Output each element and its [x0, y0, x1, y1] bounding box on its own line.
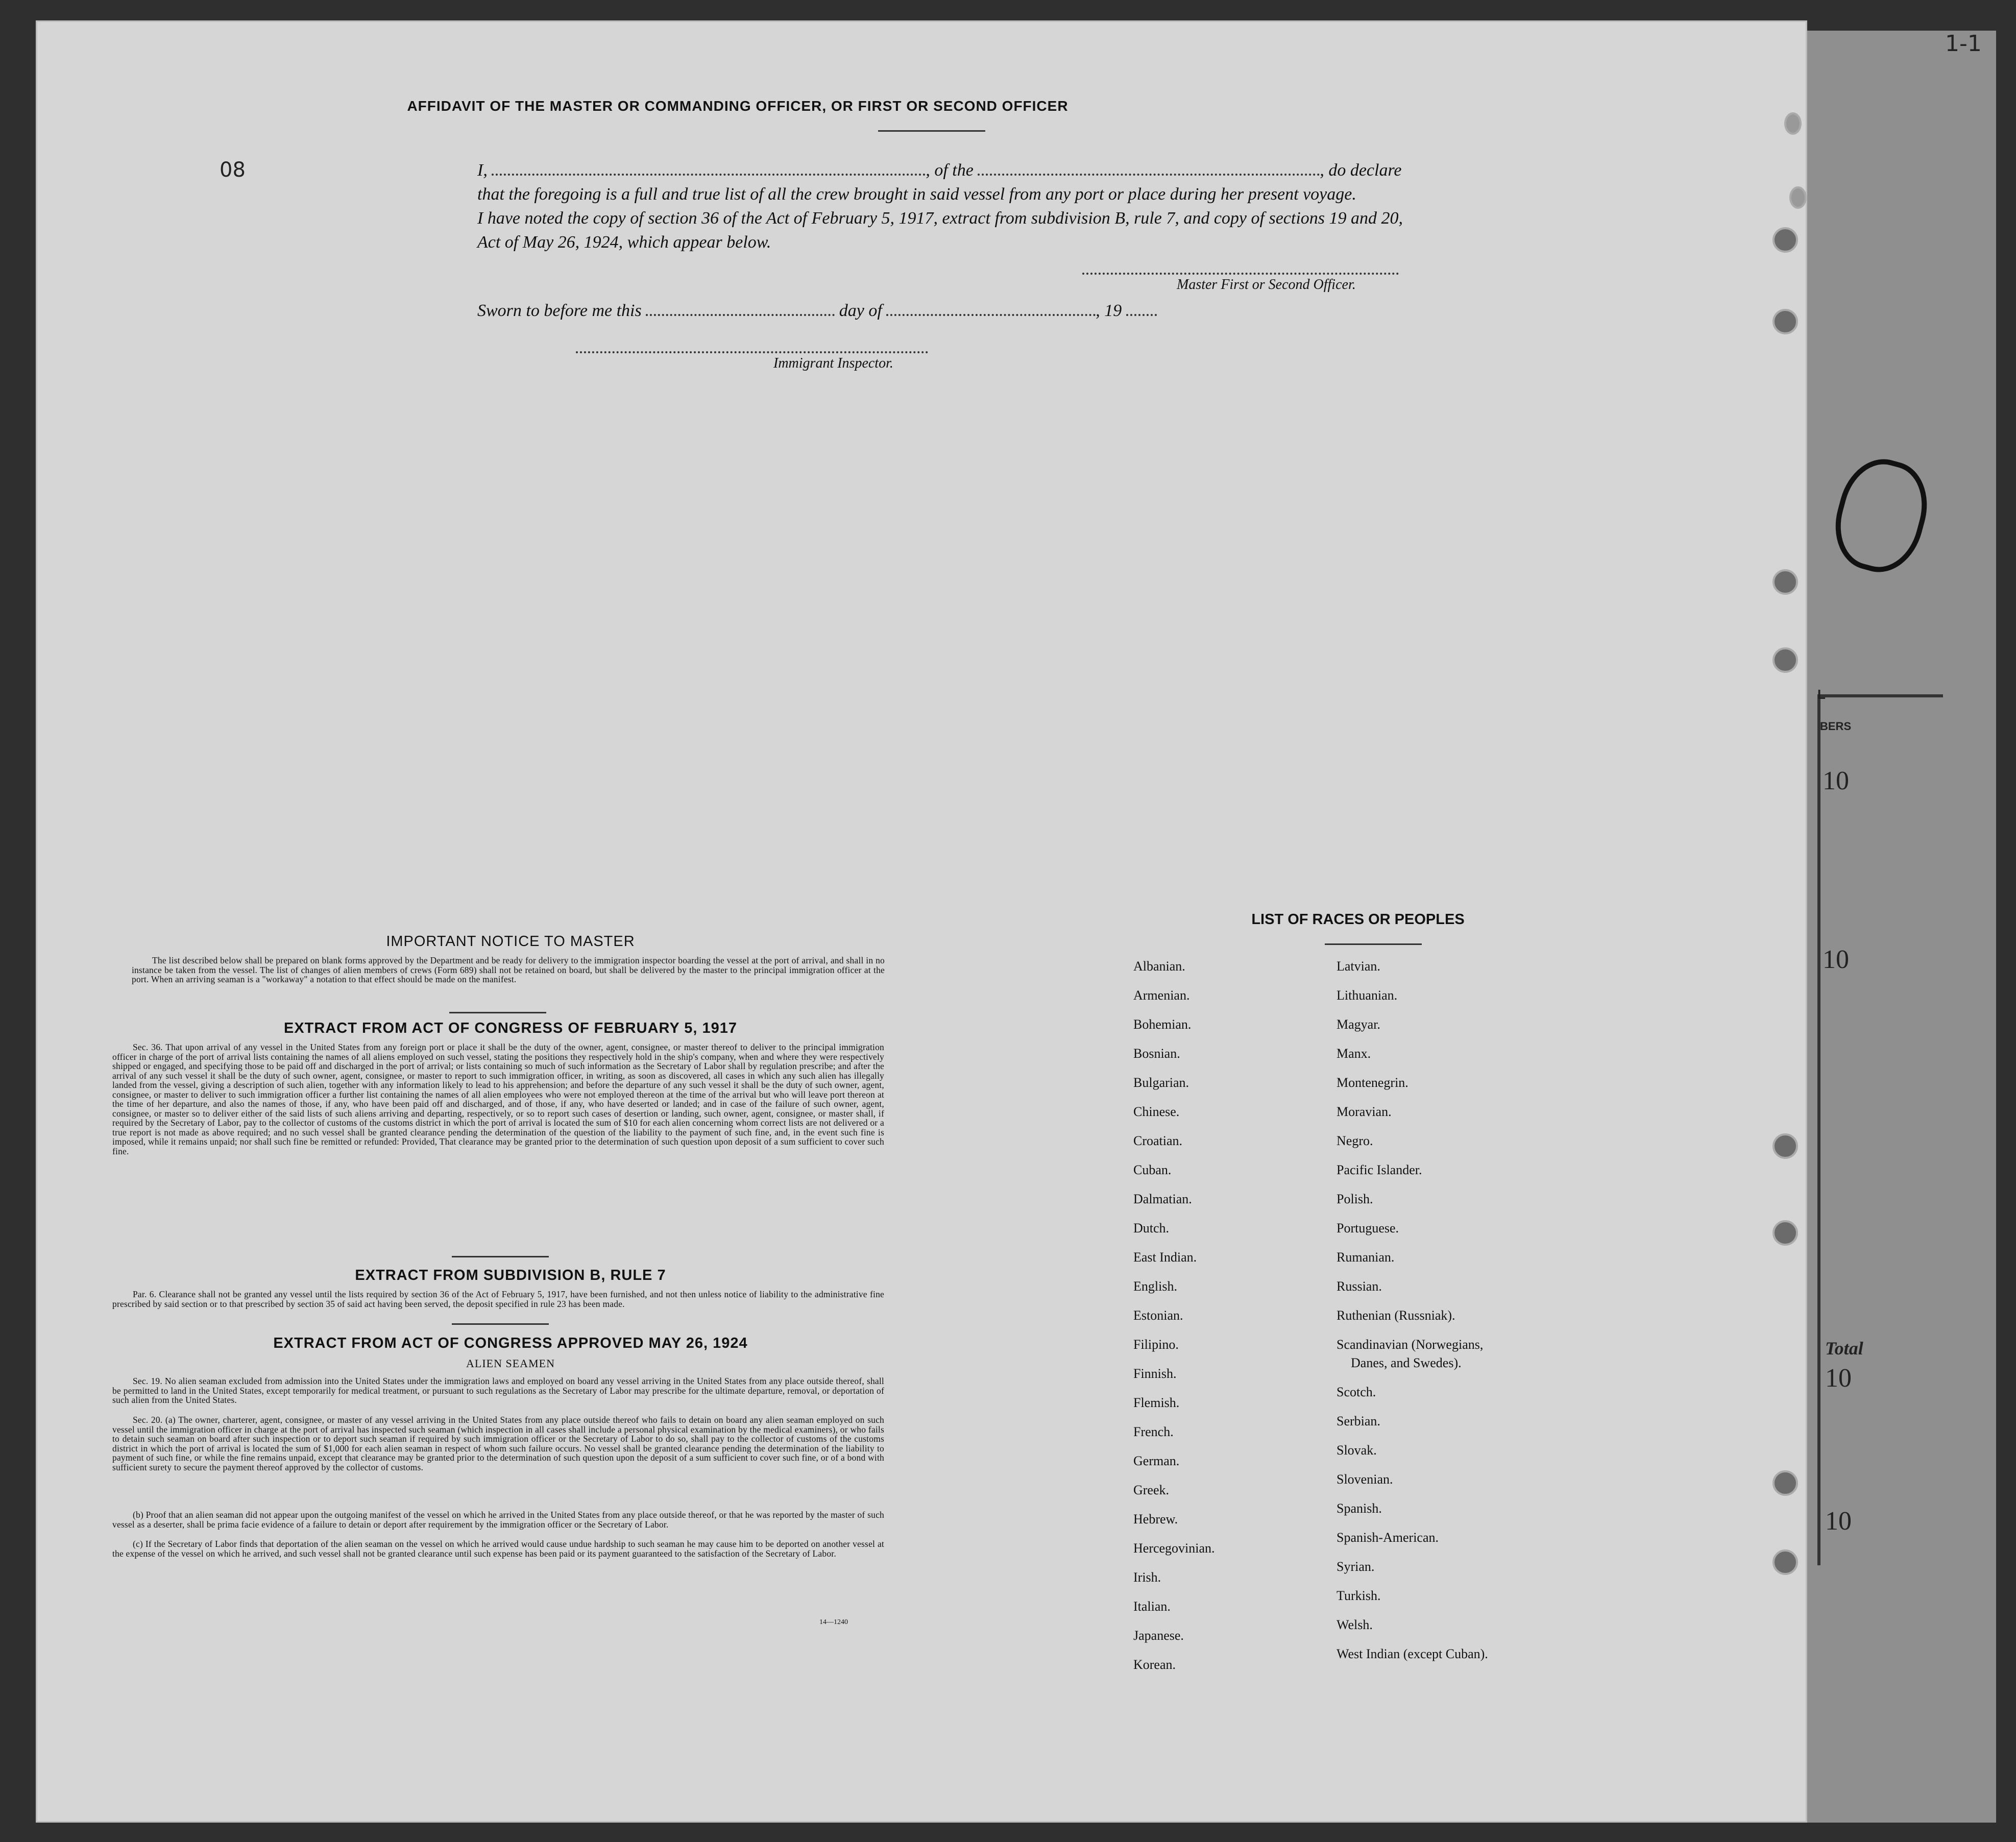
sec-20b-body: (b) Proof that an alien seaman did not appear upon the outgoing manifest of the vessel on which he arrived in the United States from any place outside thereof, or that he was reported by the master of such vessel as a deserter, shall be prima facie evidence of a failure to detain or deport after requirement by the immigration officer or the Secretary of Labor. — [112, 1510, 884, 1530]
affidavit-do-declare: , do declare — [1320, 161, 1402, 180]
inspector-signature-label: Immigrant Inspector. — [773, 355, 893, 371]
extract-1917-title: EXTRACT FROM ACT OF CONGRESS OF FEBRUARY 5, 1917 — [283, 1020, 738, 1036]
race-item: Korean. — [1133, 1657, 1176, 1672]
alien-seamen-subtitle: ALIEN SEAMEN — [466, 1357, 555, 1370]
race-item: Polish. — [1337, 1192, 1373, 1206]
race-item: Chinese. — [1133, 1104, 1180, 1119]
punch-hole — [1789, 186, 1807, 209]
affidavit-of-the: , of the — [926, 161, 974, 180]
race-item: West Indian (except Cuban). — [1337, 1646, 1488, 1661]
race-item: Croatian. — [1133, 1133, 1183, 1148]
race-item: Spanish. — [1337, 1501, 1382, 1516]
master-signature-line — [1082, 273, 1399, 275]
affidavit-line-4: Act of May 26, 1924, which appear below. — [477, 233, 771, 252]
race-item: Syrian. — [1337, 1559, 1375, 1574]
race-item: Bosnian. — [1133, 1046, 1180, 1061]
master-signature-label: Master First or Second Officer. — [1177, 277, 1356, 293]
race-item: Italian. — [1133, 1599, 1171, 1614]
race-item: Pacific Islander. — [1337, 1162, 1422, 1177]
punch-hole — [1772, 1220, 1798, 1246]
title-rule — [878, 130, 985, 132]
extract-rule7-body: Par. 6. Clearance shall not be granted any vessel until the lists required by section 36 of the Act of February 5, 1917, have been furnished, and not then unless notice of liability to the administrative fine prescribed by said section or to that prescribed by section 35 of said act having been served, the deposit specified in rule 23 has been made. — [112, 1289, 884, 1309]
race-item: Slovenian. — [1337, 1472, 1393, 1487]
race-item: Hebrew. — [1133, 1512, 1178, 1526]
extract-1917-body: Sec. 36. That upon arrival of any vessel in the United States from any foreign port or place it shall be the duty of the owner, agent, consignee, or master thereof to deliver to the principal immigration officer in charge of the port of arrival lists containing the names of all aliens employed on such vessel, stating the positions they respectively hold in the ship's company, when and where they were respectively shipped or engaged, and specifying those to be paid off and discharged in the port of arrival; or lists containing so much of such information as the Secretary of Labor shall by regulation prescribe; and after the arrival of any such vessel it shall be the duty of such owner, agent, consignee, or master to report to such immigration officer, in writing, as soon as discovered, all cases in which any such alien has illegally landed from the vessel, giving a description of such alien, together with any information likely to lead to his apprehension; and before the departure of any such vessel it shall be the duty of such owner, agent, consignee, or master to deliver to such immigration officer a further list containing the names of all alien employees who were not employed thereon at the time of the arrival but who will leave port thereon at the time of her departure, and also the names of those, if any, who have been paid off and discharged, and of those, if any, who have deserted or landed; and in case of the failure of such owner, agent, consignee, or master so to deliver either of the said lists of such aliens arriving and departing, respectively, or so to report such cases of desertion or landing, such owner, agent, consignee, or master shall, if required by the Secretary of Labor, pay to the collector of customs of the customs district in which the port of arrival is located the sum of $10 for each alien concerning whom correct lists are not delivered or a true report is not made as above required; and no such vessel shall be granted clearance pending the determination of the question of the liability to the payment of such fine, and, in the event such fine is imposed, while it remains unpaid; nor shall such fine be remitted or refunded: Provided, That clearance may be granted prior to the determination of such question upon deposit of a sum sufficient to cover such fine. — [112, 1042, 884, 1156]
total-label: Total — [1825, 1338, 1863, 1359]
race-item: Japanese. — [1133, 1628, 1184, 1643]
race-item: Serbian. — [1337, 1414, 1380, 1428]
table-frame — [1817, 694, 1943, 1565]
sworn-line — [477, 299, 1243, 323]
race-item: German. — [1133, 1453, 1180, 1468]
sec-19-body: Sec. 19. No alien seaman excluded from admission into the United States under the immigration laws and employed on board any vessel arriving in the United States from any place outside thereof, shall be permitted to land in the United States, except temporarily for medical treatment, or pursuant to such regulations as the Secretary of Labor may prescribe for the ultimate departure, removal, or deportation of such alien from the United States. — [112, 1376, 884, 1405]
race-item: Negro. — [1337, 1133, 1373, 1148]
name-blank — [492, 174, 926, 176]
race-item: Finnish. — [1133, 1366, 1177, 1381]
affidavit-line-2: that the foregoing is a full and true list of all the crew brought in said vessel from any port or place during her present voyage. — [477, 185, 1356, 204]
races-title-rule — [1325, 943, 1422, 945]
race-item: French. — [1133, 1424, 1174, 1439]
race-item: Rumanian. — [1337, 1250, 1395, 1265]
race-item: Montenegrin. — [1337, 1075, 1408, 1090]
race-item: Irish. — [1133, 1570, 1161, 1585]
race-item: Moravian. — [1337, 1104, 1392, 1119]
punch-hole — [1772, 1470, 1798, 1496]
race-item: Estonian. — [1133, 1308, 1183, 1323]
race-item: Armenian. — [1133, 988, 1190, 1003]
race-item: East Indian. — [1133, 1250, 1197, 1265]
race-item: Dutch. — [1133, 1221, 1170, 1235]
section-rule — [449, 1012, 546, 1013]
punch-hole — [1784, 112, 1802, 135]
race-item: Spanish-American. — [1337, 1530, 1439, 1545]
section-rule — [452, 1256, 549, 1257]
race-item: Ruthenian (Russniak). — [1337, 1308, 1455, 1323]
race-item: Portuguese. — [1337, 1221, 1399, 1235]
punch-hole — [1772, 647, 1798, 673]
race-item: Scandinavian (Norwegians, — [1337, 1337, 1484, 1352]
punch-hole — [1772, 569, 1798, 595]
punch-hole — [1772, 309, 1798, 334]
race-item: Bohemian. — [1133, 1017, 1192, 1032]
sworn-year-blank — [1126, 314, 1157, 316]
sworn-year: , 19 — [1096, 301, 1122, 320]
punch-hole — [1772, 227, 1798, 253]
race-item: Albanian. — [1133, 959, 1185, 974]
race-item: Greek. — [1133, 1483, 1170, 1497]
race-item: Manx. — [1337, 1046, 1371, 1061]
vessel-blank — [978, 174, 1320, 176]
race-item: Russian. — [1337, 1279, 1382, 1294]
form-number: 14—1240 — [819, 1618, 848, 1626]
total-value: 10 — [1825, 1364, 1852, 1393]
race-item: Welsh. — [1337, 1617, 1373, 1632]
affidavit-title: AFFIDAVIT OF THE MASTER OR COMMANDING OFFICER, OR FIRST OR SECOND OFFICER — [407, 98, 1068, 114]
punch-hole — [1772, 1549, 1798, 1575]
race-item: Scotch. — [1337, 1385, 1376, 1399]
affidavit-line-1 — [477, 158, 1473, 182]
inspector-signature-line — [576, 351, 928, 353]
sworn-month-blank — [886, 314, 1096, 316]
race-item: Lithuanian. — [1337, 988, 1398, 1003]
sworn-day-of: day of — [839, 301, 882, 320]
race-item: Hercegovinian. — [1133, 1541, 1215, 1556]
race-item: Flemish. — [1133, 1395, 1180, 1410]
race-item: Slovak. — [1337, 1443, 1377, 1458]
extract-rule7-title: EXTRACT FROM SUBDIVISION B, RULE 7 — [355, 1267, 666, 1283]
race-item: Turkish. — [1337, 1588, 1381, 1603]
sworn-day-blank — [646, 314, 835, 316]
notice-title: IMPORTANT NOTICE TO MASTER — [386, 933, 635, 950]
race-item: Latvian. — [1337, 959, 1380, 974]
race-item: Dalmatian. — [1133, 1192, 1192, 1206]
notice-body: The list described below shall be prepared on blank forms approved by the Department and be ready for delivery to the immigration inspector boarding the vessel at the port of arrival, and shall in no instance be taken from the vessel. The list of changes of alien members of crews (Form 689) shall not be retained on board, but shall be delivered by the master to the principal immigration officer at the port. When an arriving seaman is a "workaway" a notation to that effect should be made on the manifest. — [132, 955, 885, 984]
corner-mark: 1-1 — [1945, 31, 1982, 57]
punch-hole — [1772, 1133, 1798, 1159]
races-title: LIST OF RACES OR PEOPLES — [1251, 911, 1465, 928]
race-item: Cuban. — [1133, 1162, 1172, 1177]
column-header-fragment: L — [1817, 687, 1826, 702]
sec-20a-body: Sec. 20. (a) The owner, charterer, agent, consignee, or master of any vessel arriving in the United States from any place outside thereof who fails to detain on board any alien seaman employed on such vessel until the immigration officer in charge at the port of arrival has inspected such seaman (which inspection in all cases shall include a personal physical examination by the medical examiners), or who fails to detain such seaman on board after such inspection or to deport such seaman if required by such immigration officer or the Secretary of Labor to do so, shall pay to the collector of customs of the customs district in which the port of arrival is located the sum of $1,000 for each alien seaman in respect of whom such failure occurs. No vessel shall be granted clearance pending the determination of the liability to payment of such fine, or while the fine remains unpaid, except that clearance may be granted prior to the determination of such question upon the deposit of a sum sufficient to cover such fine, or of a bond with sufficient surety to secure the payment thereof approved by the collector of customs. — [112, 1415, 884, 1472]
race-item: Danes, and Swedes). — [1351, 1355, 1462, 1370]
sec-20c-body: (c) If the Secretary of Labor finds that deportation of the alien seaman on the vessel on which he arrived would cause undue hardship to such seaman he may cause him to be deported on another vessel at the expense of the vessel on which he arrived, and such vessel shall not be granted clearance until such expense has been paid or its payment guaranteed to the satisfaction of the Secretary of Labor. — [112, 1539, 884, 1559]
extract-1924-title: EXTRACT FROM ACT OF CONGRESS APPROVED MAY 26, 1924 — [273, 1335, 748, 1351]
column-header-fragment-2: BERS — [1820, 720, 1852, 733]
race-item: Filipino. — [1133, 1337, 1179, 1352]
pencil-note: 08 — [220, 158, 246, 182]
race-item: English. — [1133, 1279, 1177, 1294]
affidavit-i: I, — [477, 161, 488, 180]
tally-value: 10 — [1823, 766, 1849, 795]
total-value: 10 — [1825, 1507, 1852, 1536]
sworn-text: Sworn to before me this — [477, 301, 642, 320]
tally-value: 10 — [1823, 945, 1849, 974]
section-rule — [452, 1323, 549, 1325]
affidavit-line-3: I have noted the copy of section 36 of the Act of February 5, 1917, extract from subdivision B, rule 7, and copy of sections 19 and 20, — [477, 209, 1403, 228]
manifest-back-page — [36, 20, 1807, 1823]
race-item: Magyar. — [1337, 1017, 1380, 1032]
race-item: Bulgarian. — [1133, 1075, 1189, 1090]
